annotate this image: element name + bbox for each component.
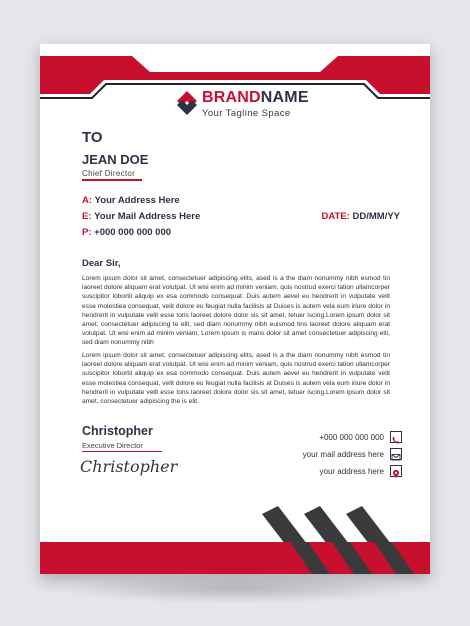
recipient-name: JEAN DOE — [82, 152, 149, 167]
brand-mark-icon — [176, 90, 198, 116]
brand-logo — [176, 88, 316, 120]
brand-tagline: Your Tagline Space — [202, 108, 291, 119]
footer-phone: +000 000 000 000 — [319, 433, 384, 442]
page-shadow — [60, 574, 410, 604]
body-paragraph: Lorem ipsum dolor sit amet, consectetuer adipiscing elits, ased is a the diam nonummy nibh esmod tin laoreet dolore aliquam erat volutpat. Ut wisi enim ad minim veniam, quis nostrud exerci tation ullamcorper suscipitor lobortil aliquip ex esa commodo consequat. Duis autem aevel eu hendrerit in vulputate velit esse molestiea consequat, velit dolore eu feugiat nulla facilisis at Duises is autem vela eum iriure dolor in hendrerit in vulputate velit esse tons laoreet dolore dolor sis sit amet, tetuer iscing.Lorem ipsum dolor sit amet, consectetuer adipiscing te elit, sed diam nonummy nibh euismod tins laoreet dolore aliquam erat volutpat. Ut wisi enim ad minim veniam, Lorem ipsum is mans dolor sit amet consectetuer adipiscing elit, sed diam nonummy nibh — [82, 275, 390, 347]
mail-icon — [390, 448, 402, 460]
greeting: Dear Sir, — [82, 258, 121, 269]
to-label: TO — [82, 129, 103, 146]
signer-underline — [82, 451, 162, 452]
location-pin-icon — [390, 465, 402, 477]
phone-line: P: +000 000 000 000 — [82, 227, 172, 238]
letterhead-page — [40, 44, 430, 574]
address-line: A: Your Address Here — [82, 195, 180, 206]
footer-red-bar — [40, 542, 430, 574]
phone-icon — [390, 431, 402, 443]
body-paragraph: Lorem ipsum dolor sit amet, consectetuer adipiscing elits, ased is a the diam nonummy nibh esmod tin laoreet dolore aliquam erat volutpat. Ut wisi enim ad minim veniam, quis nostrud exerci tation ullamcorper suscipitor lobortil aliquip ex esa commodo consequat. Duis autem aevel eu hendrerit in vulputate velit esse molestiea consequat, velit dolore eu feugiat nulla facilisis at Duises is autem vela eum iriure dolor in hendrerit in vulputate velit esse tons laoreet dolore dolor sis sit amet, tetuer iscing.Lorem ipsum dolor sit amet, consectetuer adipiscing the is elit. — [82, 352, 390, 406]
signer-role: Executive Director — [82, 441, 143, 450]
footer-band — [40, 498, 430, 574]
footer-email: your mail address here — [302, 450, 384, 459]
email-line: E: Your Mail Address Here — [82, 211, 201, 222]
signer-name: Christopher — [82, 424, 153, 438]
date-line: DATE: DD/MM/YY — [321, 211, 400, 222]
brand-name: BRANDNAME — [202, 89, 309, 106]
handwritten-signature: Christopher — [80, 457, 178, 476]
footer-address: your address here — [319, 467, 384, 476]
recipient-underline — [82, 179, 142, 181]
recipient-role: Chief Director — [82, 169, 136, 178]
